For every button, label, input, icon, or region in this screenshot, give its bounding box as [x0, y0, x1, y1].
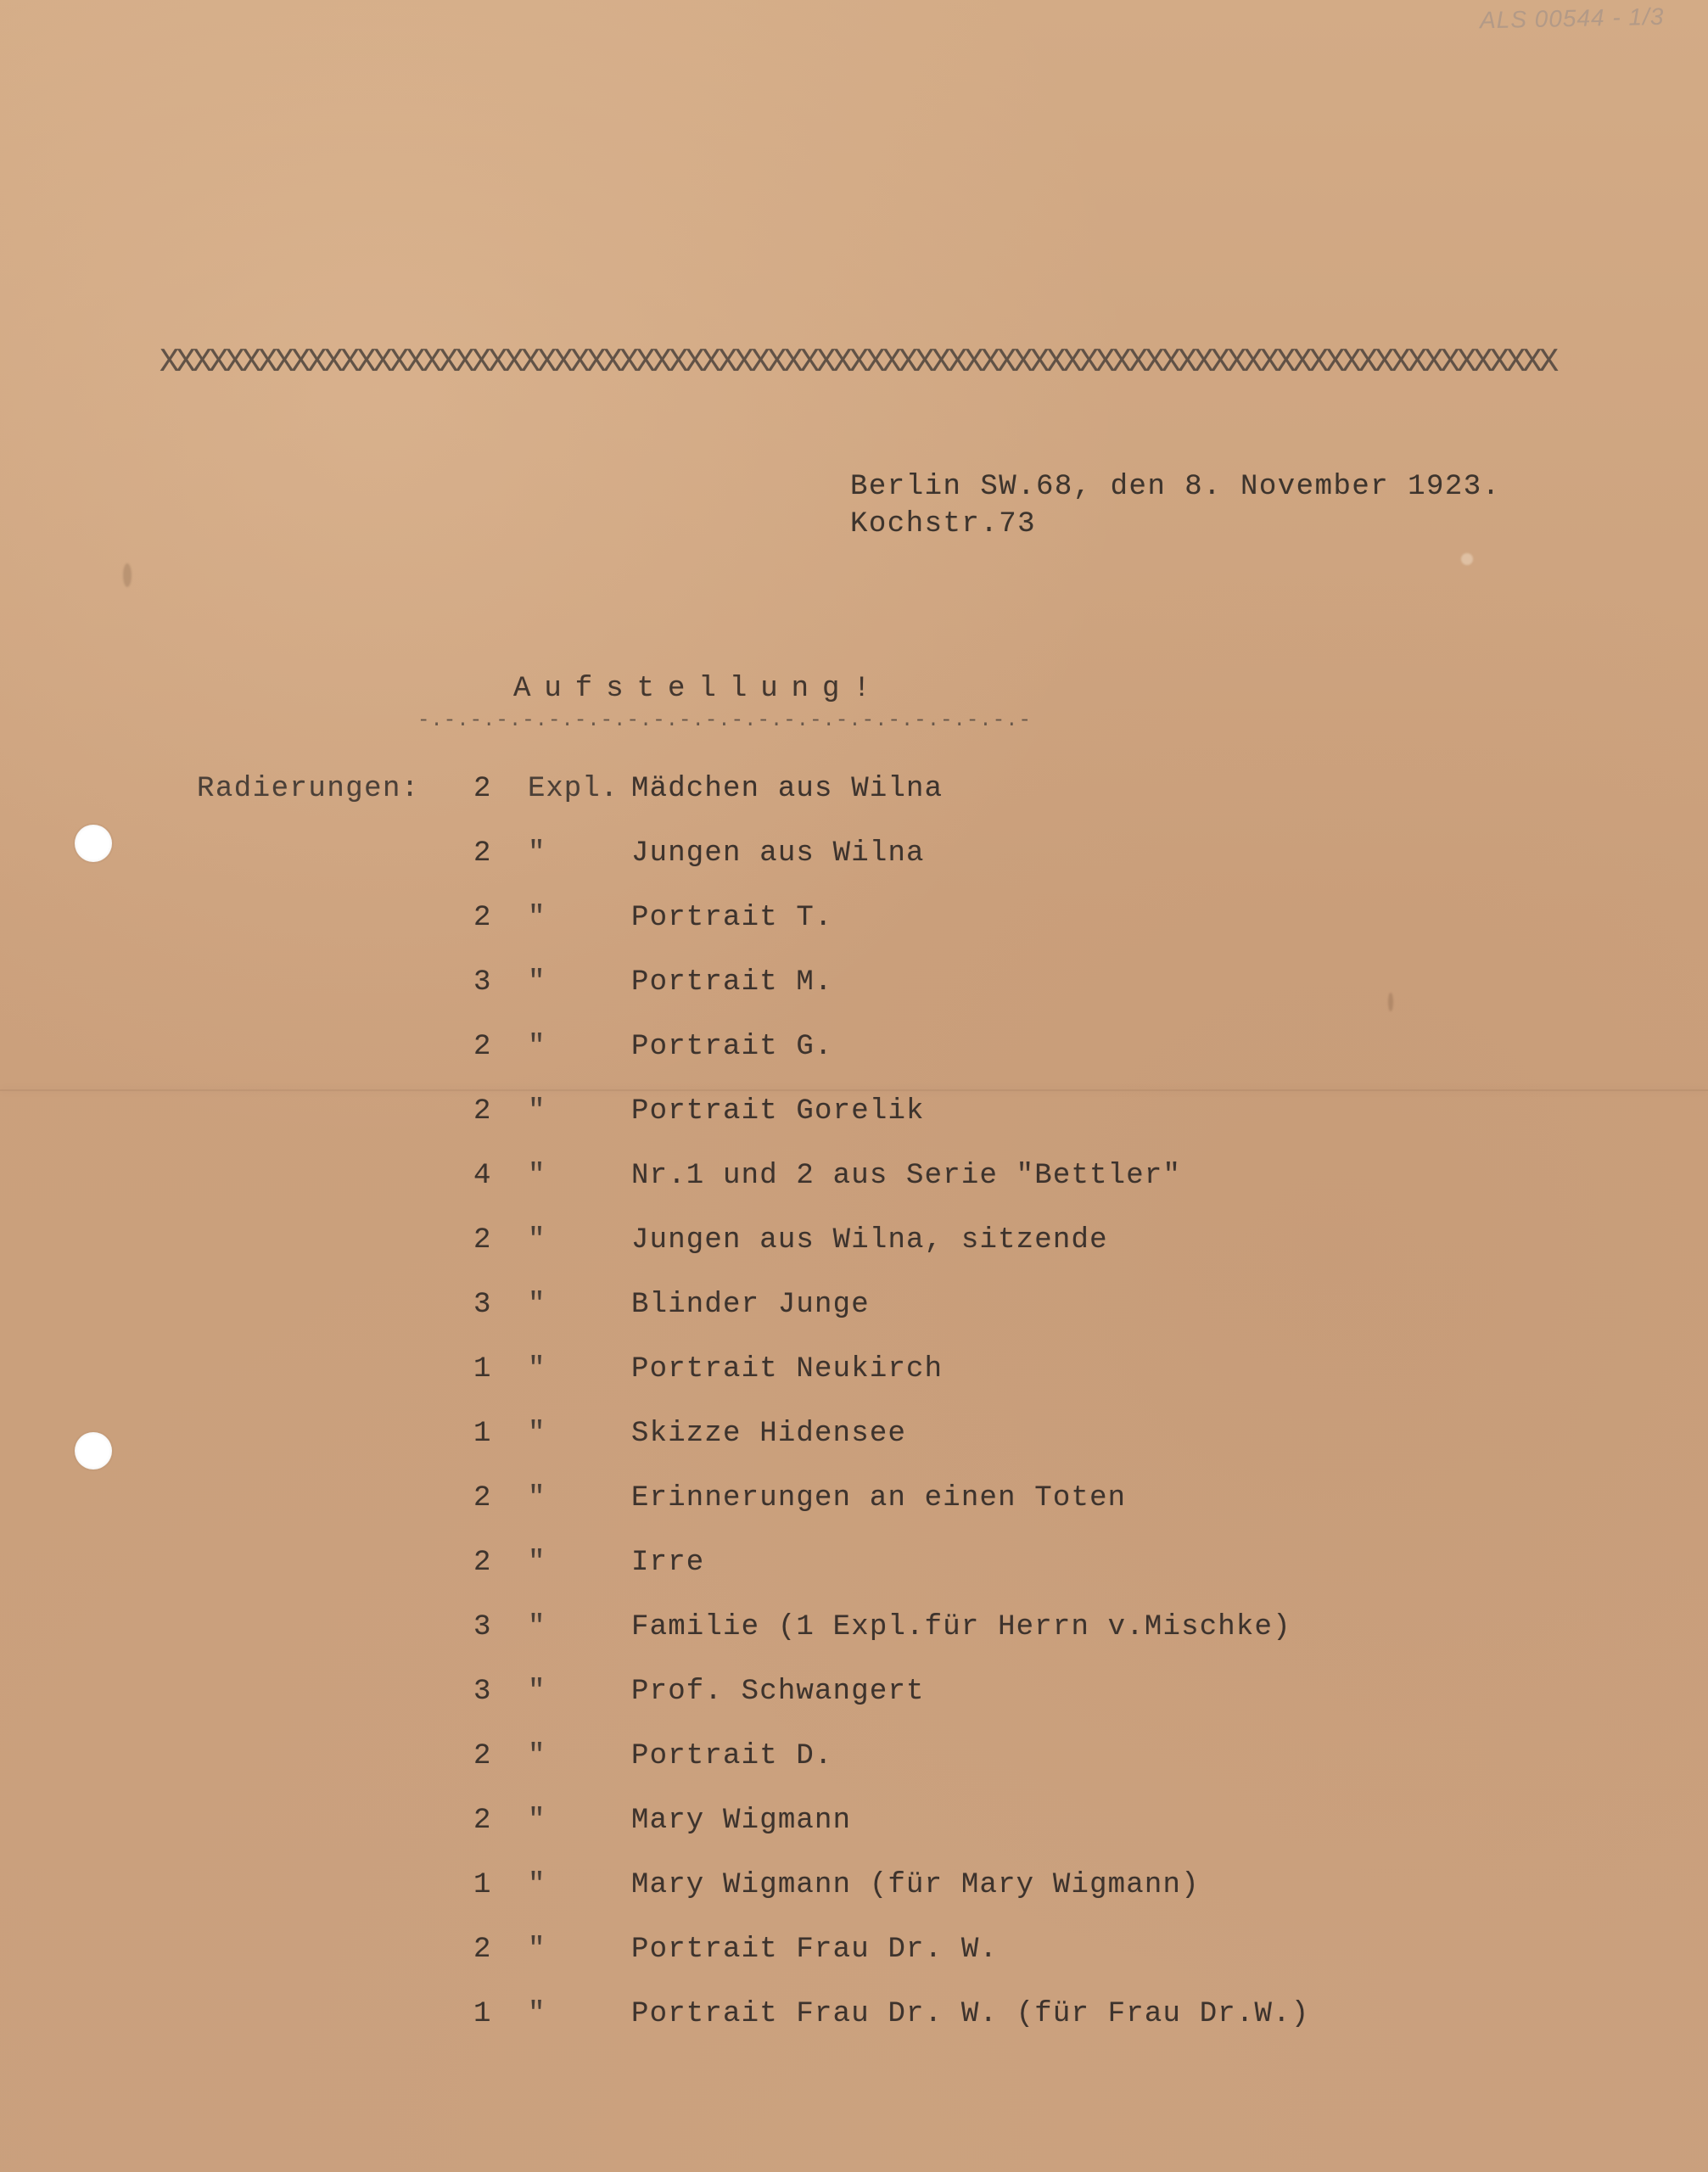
entry-count: 2	[473, 1740, 491, 1772]
entry-title: Mädchen aus Wilna	[631, 773, 944, 805]
entry-title: Portrait Gorelik	[631, 1095, 925, 1128]
entry-title: Jungen aus Wilna	[631, 837, 925, 870]
entry-unit: Expl.	[528, 773, 619, 805]
entry-unit: "	[528, 1547, 546, 1579]
list-item	[0, 1738, 1708, 1775]
list-item	[0, 1480, 1708, 1517]
entry-count: 3	[473, 1611, 491, 1643]
entry-unit: "	[528, 966, 546, 999]
entry-count: 1	[473, 1353, 491, 1385]
entry-count: 3	[473, 1289, 491, 1321]
entry-count: 2	[473, 1934, 491, 1966]
entry-count: 1	[473, 1998, 491, 2030]
entry-unit: "	[528, 1353, 546, 1385]
entry-title: Skizze Hidensee	[631, 1418, 907, 1450]
entry-title: Mary Wigmann (für Mary Wigmann)	[631, 1869, 1200, 1901]
entry-unit: "	[528, 1611, 546, 1643]
entry-unit: "	[528, 1095, 546, 1128]
list-item	[0, 1996, 1708, 2033]
entry-unit: "	[528, 1482, 546, 1514]
list-item	[0, 1286, 1708, 1324]
list-item	[0, 770, 1708, 808]
entry-count: 3	[473, 966, 491, 999]
entry-count: 2	[473, 1224, 491, 1257]
section-label-radierungen: Radierungen:	[197, 773, 420, 805]
list-item	[0, 835, 1708, 872]
entry-title: Portrait M.	[631, 966, 833, 999]
typed-x-separator: XXXXXXXXXXXXXXXXXXXXXXXXXXXXXXXXXXXXXXXXXXXXXXXXXXXXXXXXXXXXXXXXXXXXXXXXXXXXXXXXXXXXX	[160, 344, 1556, 381]
list-item	[0, 1544, 1708, 1581]
entry-count: 3	[473, 1676, 491, 1708]
list-item	[0, 1028, 1708, 1066]
list-item	[0, 1351, 1708, 1388]
entry-title: Portrait Frau Dr. W. (für Frau Dr.W.)	[631, 1998, 1310, 2030]
entry-title: Prof. Schwangert	[631, 1676, 925, 1708]
archive-reference: ALS 00544 - 1/3	[1479, 3, 1665, 34]
entry-unit: "	[528, 1418, 546, 1450]
entry-unit: "	[528, 902, 546, 934]
entry-count: 2	[473, 1547, 491, 1579]
entry-count: 2	[473, 773, 491, 805]
entry-title: Nr.1 und 2 aus Serie "Bettler"	[631, 1160, 1182, 1192]
location-date: Berlin SW.68, den 8. November 1923.	[850, 471, 1501, 503]
document-title: Aufstellung!	[513, 673, 884, 705]
entry-unit: "	[528, 1740, 546, 1772]
entry-count: 4	[473, 1160, 491, 1192]
entry-unit: "	[528, 1289, 546, 1321]
entry-count: 1	[473, 1869, 491, 1901]
entry-title: Blinder Junge	[631, 1289, 870, 1321]
entry-title: Portrait Frau Dr. W.	[631, 1934, 999, 1966]
list-item	[0, 1222, 1708, 1259]
list-item	[0, 899, 1708, 937]
list-item	[0, 1867, 1708, 1904]
entry-count: 2	[473, 1805, 491, 1837]
entry-title: Portrait D.	[631, 1740, 833, 1772]
entry-unit: "	[528, 837, 546, 870]
entry-title: Portrait Neukirch	[631, 1353, 944, 1385]
list-item	[0, 1609, 1708, 1646]
list-item	[0, 1802, 1708, 1839]
entry-unit: "	[528, 1934, 546, 1966]
entry-unit: "	[528, 1805, 546, 1837]
list-item	[0, 1415, 1708, 1453]
entry-title: Portrait G.	[631, 1031, 833, 1063]
entry-unit: "	[528, 1869, 546, 1901]
entry-count: 2	[473, 1031, 491, 1063]
entry-count: 2	[473, 1095, 491, 1128]
list-item	[0, 1093, 1708, 1130]
entry-title: Portrait T.	[631, 902, 833, 934]
entry-title: Jungen aus Wilna, sitzende	[631, 1224, 1108, 1257]
list-item	[0, 1157, 1708, 1195]
list-item	[0, 1931, 1708, 1968]
entry-unit: "	[528, 1224, 546, 1257]
list-item	[0, 964, 1708, 1001]
list-item	[0, 1673, 1708, 1710]
entry-title: Mary Wigmann	[631, 1805, 852, 1837]
entry-unit: "	[528, 1160, 546, 1192]
title-underline: -.-.-.-.-.-.-.-.-.-.-.-.-.-.-.-.-.-.-.-.-.-.-.-	[417, 711, 1032, 731]
entry-count: 2	[473, 837, 491, 870]
entry-unit: "	[528, 1676, 546, 1708]
street-address: Kochstr.73	[850, 508, 1037, 540]
entry-unit: "	[528, 1998, 546, 2030]
entry-title: Irre	[631, 1547, 705, 1579]
entry-title: Familie (1 Expl.für Herrn v.Mischke)	[631, 1611, 1291, 1643]
entry-unit: "	[528, 1031, 546, 1063]
entry-count: 2	[473, 902, 491, 934]
entry-count: 2	[473, 1482, 491, 1514]
entry-count: 1	[473, 1418, 491, 1450]
entry-title: Erinnerungen an einen Toten	[631, 1482, 1127, 1514]
